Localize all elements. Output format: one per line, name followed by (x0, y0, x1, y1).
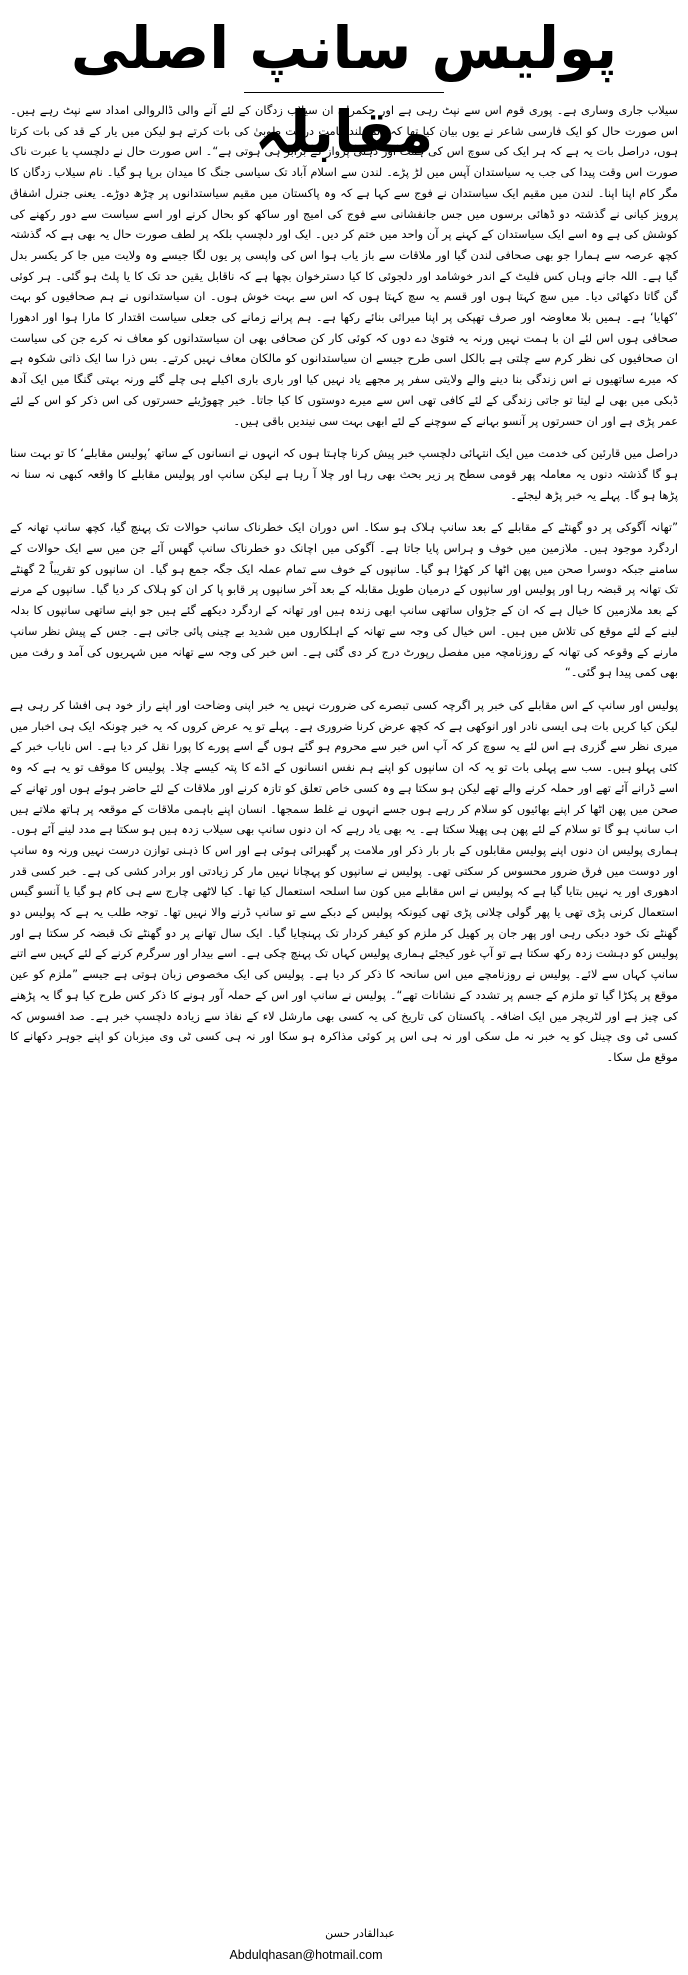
author-email: Abdulqhasan@hotmail.com (229, 1948, 383, 1962)
column-title: پولیس سانپ اصلی مقابلہ (70, 14, 618, 166)
paragraph: پولیس اور سانپ کے اس مقابلے کی خبر پر اگرچہ کسی تبصرے کی ضرورت نہیں یہ خبر اپنی وضاحت اور اپنے راز خود ہی افشا کر رہی ہے لیکن کیا کریں بات ہی ایسی نادر اور انوکھی ہے کہ کچھ عرض کرنا ضروری ہے۔ پہلے تو یہ عرض کروں کہ یہ خبر چونکہ ایک ہی اخبار میں میری نظر سے گزری ہے اس لئے یہ سوچ کر کہ آپ اس خبر سے محروم ہو گئے ہوں گے اسے پورے کا پورا نقل کر دیا ہے۔ اس نایاب خبر کے کئی پہلو ہیں۔ سب سے پہلی بات تو یہ کہ ان سانپوں کو اپنے ہم نفس انسانوں کے اڈے کا پتہ کیسے چلا۔ پولیس کا موقف تو یہ ہے کہ وہ اسے ڈرانے آئے تھے اور حملہ کرنے والے تھے لیکن ہو سکتا ہے وہ کسی خاص تعلق کو تازہ کرنے اور ملاقات کے لئے حاضر ہوئے ہوں اور تھانے کے صحن میں پھن اٹھا کر اپنے بھائیوں کو سلام کر رہے ہوں جسے انہوں نے غلط سمجھا۔ انسان اپنے باہمی ملاقات کے موقعہ پر ہاتھ ملاتے ہیں اب سانپ ہو گا تو سلام کے لئے پھن ہی پھیلا سکتا ہے۔ یہ بھی یاد رہے کہ ان دنوں سانپ بھی سیلاب زدہ ہیں ہو سکتا ہے مدد لینے آئے ہوں۔ ہماری پولیس ان دنوں اپنے پولیس مقابلوں کے بار بار ذکر اور ملامت پر گھبرائی ہوئی ہے اور اس کا ذہنی توازن درست نہیں ورنہ وہ سانپ اور دوست میں فرق ضرور محسوس کر سکتی تھی۔ پولیس نے سانپوں کو پہچانا نہیں مار کر زیادتی اور برادر کشی کی ہے۔ خبر کسی قدر ادھوری اور یہ نہیں بتایا گیا ہے کہ پولیس نے اس مقابلے میں کون سا اسلحہ استعمال کیا تھا۔ کیا لاٹھی چارج سے ہی کام ہو گیا یا آنسو گیس استعمال کرنی پڑی تھی یا پھر گولی چلانی پڑی تھی کیونکہ پولیس کے دبکے سے تو سانپ ڈرنے والا نہیں تھا۔ توجہ طلب یہ ہے کہ پولیس دو گھنٹے تک خود دبکی رہی اور پھر جان پر کھیل کر ملزم کو کیفر کردار تک پہنچایا گیا۔ ایک سال تھانے پر دو گھنٹے تک قبضہ کر سکتا ہے اور پولیس کو دہشت زدہ رکھ سکتا ہے تو آپ غور کیجئے ہماری پولیس کہاں تک پہنچ چکی ہے۔ اسے بیدار اور سرگرم کرنے کے لئے کہیں سے اتنے سانپ کہاں سے لائے۔ پولیس نے روزنامچے میں اس سانحہ کا ذکر کر دیا ہے۔ پولیس کی ایک مخصوص زبان ہوتی ہے جیسے ”ملزم کو عین موقع پر پکڑا گیا تو ملزم کے جسم پر تشدد کے نشانات تھے“۔ پولیس نے سانپ اور اس کے حملہ آور ہونے کا ذکر کس طرح کیا ہو گا یہ پڑھنے کی چیز ہے اور لٹریچر میں ایک اضافہ۔ پاکستان کی تاریخ کی یہ کسی بھی مارشل لاء کے نفاذ سے زیادہ دلچسپ خبر ہے۔ صد افسوس کہ کسی ٹی وی چینل کو یہ خبر نہ مل سکی اور نہ ہی اس پر کوئی مذاکرہ ہو سکا اور نہ ہی کسی ٹی وی میزبان کو اپنے جوہر دکھانے کا موقع مل سکا۔ (10, 697, 678, 1064)
author-name: عبدالقادر حسن (325, 1927, 395, 1940)
paragraph: ”تھانہ آگوکی پر دو گھنٹے کے مقابلے کے بعد سانپ ہلاک ہو سکا۔ اس دوران ایک خطرناک سانپ حوالات تک پہنچ گیا، کچھ سانپ تھانہ کے اردگرد موجود ہیں۔ ملازمین میں خوف و ہراس پایا جاتا ہے۔ آگوکی میں اچانک دو خطرناک سانپ گھس آئے جن میں سے ایک حوالات کے سامنے جبکہ دوسرا صحن میں پھن اٹھا کر کھڑا ہو گیا۔ سانپوں کے خوف سے تمام عملہ ایک جگہ جمع ہو گیا۔ ان سانپوں کو تقریباً 2 گھنٹے تک تھانہ پر قبضہ رہا اور پولیس اور سانپوں کے درمیان طویل مقابلہ کے بعد آخر سانپوں پر قابو پا کر ان کو ہلاک کر دیا گیا۔ سانپوں کے مرنے کے بعد ملازمین کا خیال ہے کہ ان کے جڑواں ساتھی سانپ ابھی زندہ ہیں اور تھانہ کے اردگرد دیکھے گئے ہیں جو اپنے ساتھی سانپوں کا بدلہ لینے کے لئے موقع کی تلاش میں ہیں۔ اس خیال کی وجہ سے تھانہ کے اہلکاروں میں شدید بے چینی پائی جاتی ہے۔ جس کے پیش نظر سانپ مارنے کے وقوعہ کی تھانہ کے روزنامچہ میں مفصل رپورٹ درج کر دی گئی ہے۔ اس خبر کی وجہ سے تھانہ میں شہریوں کی آمد و رفت میں بھی کمی پیدا ہو گئی۔“ (10, 520, 678, 680)
paragraph: سیلاب جاری وساری ہے۔ پوری قوم اس سے نپٹ رہی ہے اور حکمران ان سیلاب زدگان کے لئے آنے والی ڈالروالی امداد سے نپٹ رہے ہیں۔ اس صورت حال کو ایک فارسی شاعر نے یوں بیان کیا تھا کہ ”تم بلند قامت درخت طوبیٰ کی بات کرتے ہو لیکن میں یار کے قد کی بات کرتا ہوں، دراصل بات یہ ہے کہ ہر ایک کی سوچ اس کی ہمت اور ذہنی پرواز کے برابر ہی ہوتی ہے“۔ اس صورت حال نے دلچسپ یا عبرت ناک صورت اس وقت پیدا کی جب یہ سیاستدان آپس میں لڑ پڑے۔ لندن سے اسلام آباد تک سیاسی جنگ کا میدان برپا ہو گیا۔ نام سیلاب زدگان کا مگر کام اپنا اپنا۔ لندن میں مقیم ایک سیاستدان نے فوج سے کہا ہے کہ وہ پاکستان میں مقیم سیاستدانوں پر چڑھ دوڑے۔ یعنی جنرل اشفاق پرویز کیانی نے گذشتہ دو ڈھائی برسوں میں جس جانفشانی سے فوج کی امیج اور ساکھ کو بحال کرنے اور اسے سیاست سے دور رکھنے کی کوشش کی ہے وہ اسے ایک سیاستدان کے کہنے پر آن واحد میں ختم کر دیں۔ ایک اور دلچسپ بلکہ پر لطف صورت حال یہ بھی ہے کہ گذشتہ کچھ عرصہ سے ہمارا جو بھی صحافی لندن گیا اور ملاقات سے باز یاب ہوا اس کی واپسی پر یوں لگا جیسے وہ ولایت میں جا کر یکسر بدل گیا ہے۔ اللہ جانے وہاں کس فلیٹ کے اندر خوشامد اور دلجوئی کا کیا دسترخوان بچھا ہے کہ ناقابل یقین حد تک کا یا پلٹ ہو گئی۔ ہر کوئی گن گاتا دکھائی دیا۔ میں سچ کہتا ہوں اور قسم یہ سچ کہتا ہوں کہ اس سے بہت خوش ہوں۔ ان سیاستدانوں نے ہم صحافیوں کو بہت ’کھایا‘ ہے۔ ہمیں بلا معاوضہ اور صرف تھپکی پر اپنا میراثی بنائے رکھا ہے۔ ہم پرانے زمانے کی جعلی سیاست اقتدار کا مارا ہوا اور ادھورا صحافی ہوں اس لئے ان با ہمت نہیں ورنہ یہ فتویٰ دے دوں کہ کوئی کار کن صحافی بھی ان سیاستدانوں کو معاف نہ کرے جن کی سیاست ان صحافیوں کی نظر کرم سے چلتی ہے بالکل اسی طرح جیسے ان سیاستدانوں کو مالکان معاف نہیں کرتے۔ بس ذرا سا ایک ذاتی شکوہ ہے کہ میرے ساتھیوں نے اس زندگی بنا دینے والے ولایتی سفر پر مجھے یاد نہیں کیا اور باری باری اکیلے ہی چلے گئے ورنہ بہتی گنگا میں ایک آدھ ڈبکی میں بھی لے لیتا تو جاتی زندگی کے لئے کافی تھی اس سے میرے دوستوں کا کیا جاتا۔ خیر چھوڑیئے حسرتوں کی اس ذکر کو اس کے لئے عمر پڑی ہے اور ان حسرتوں پر آنسو بہانے کے سوچنے کے لئے ابھی بہت سی نیندیں باقی ہیں۔ (10, 103, 678, 428)
column-body (10, 100, 678, 1900)
title-divider (244, 92, 444, 93)
paragraph: دراصل میں قارئین کی خدمت میں ایک انتہائی دلچسپ خبر پیش کرنا چاہتا ہوں کہ انہوں نے انسانوں کے ساتھ ’پولیس مقابلے‘ کا تو بہت سنا ہو گا گذشتہ دنوں یہ معاملہ پھر قومی سطح پر زیر بحث بھی رہا اور چلا آ رہا ہے لیکن سانپ اور پولیس مقابلے کا واقعہ کبھی نہ سنا نہ پڑھا ہو گا۔ پہلے یہ خبر پڑھ لیجئے۔ (10, 446, 678, 502)
